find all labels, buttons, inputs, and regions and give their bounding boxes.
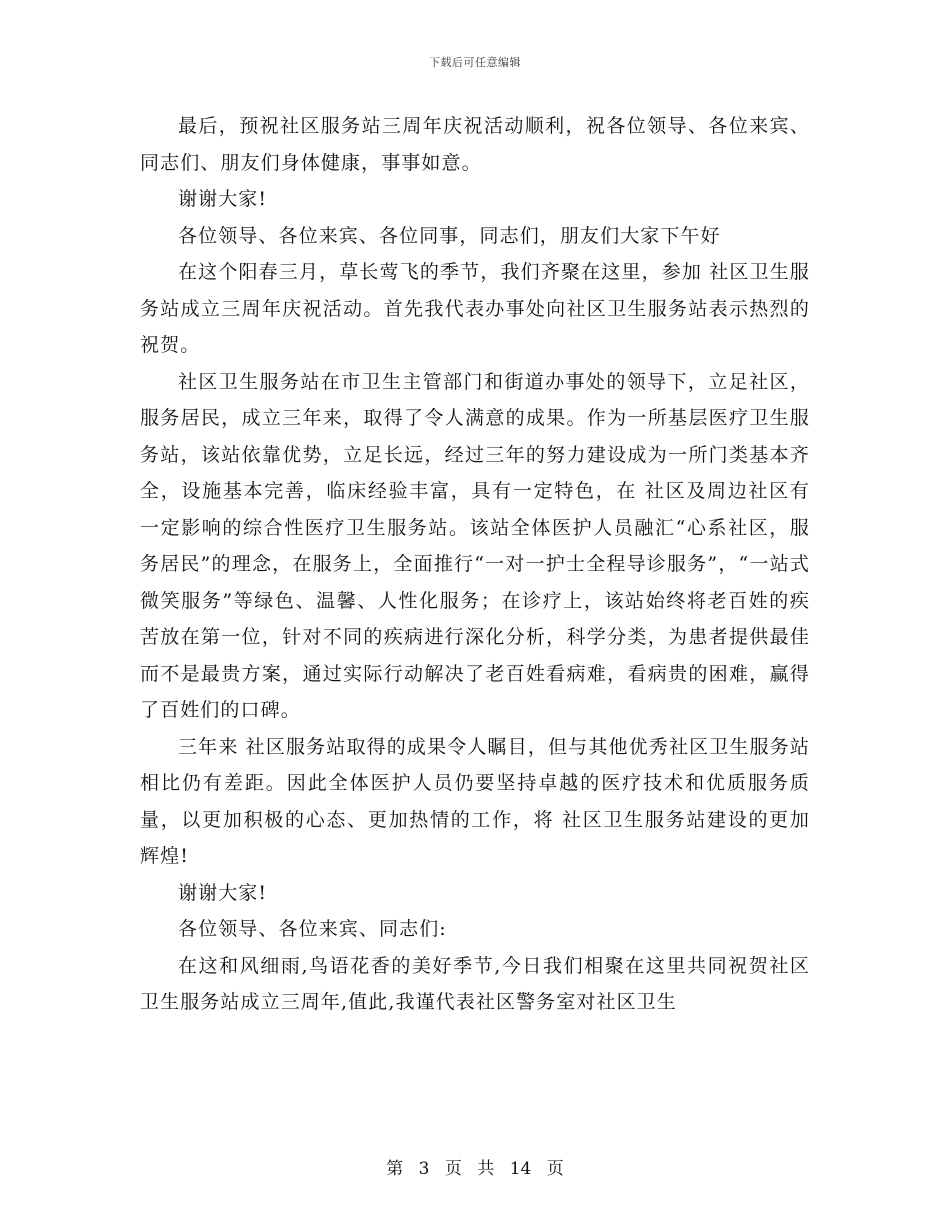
page-header-note: 下载后可任意编辑 xyxy=(429,56,521,69)
footer-page-label: 第 xyxy=(386,1159,404,1179)
paragraph-greeting-1: 各位领导、各位来宾、各位同事，同志们，朋友们大家下午好 xyxy=(178,224,721,247)
paragraph-closing-wishes: 最后，预祝社区服务站三周年庆祝活动顺利，祝各位领导、各位来宾、同志们、朋友们身体健康，事事如意。 xyxy=(140,115,810,174)
paragraph-police-speech: 在这和风细雨,鸟语花香的美好季节,今日我们相聚在这里共同祝贺社区卫生服务站成立三周年,值此,我谨代表社区警务室对社区卫生 xyxy=(140,954,810,1013)
paragraph-outlook: 三年来 社区服务站取得的成果令人瞩目，但与其他优秀社区卫生服务站相比仍有差距。因此全体医护人员仍要坚持卓越的医疗技术和优质服务质量，以更加积极的心态、更加热情的工作，将 社区卫生服务站建设的更加辉煌! xyxy=(140,735,810,867)
document-body xyxy=(140,108,810,1021)
paragraph-thanks-1: 谢谢大家! xyxy=(178,188,268,210)
page-footer xyxy=(0,1154,950,1179)
paragraph-thanks-2: 谢谢大家! xyxy=(178,881,268,904)
footer-total-unit: 页 xyxy=(546,1159,564,1179)
footer-total-label: 共 xyxy=(477,1159,495,1179)
paragraph-achievements: 社区卫生服务站在市卫生主管部门和街道办事处的领导下，立足社区，服务居民，成立三年来，取得了令人满意的成果。作为一所基层医疗卫生服务站，该站依靠优势，立足长远，经过三年的努力建设成为一所门类基本齐全，设施基本完善，临床经验丰富，具有一定特色，在 社区及周边社区有一定影响的综合性医疗卫生服务站。该站全体医护人员融汇“心系社区，服务居民”的理念，在服务上，全面推行“一对一护士全程导诊服务”，“一站式微笑服务”等绿色、温馨、人性化服务；在诊疗上，该站始终将老百姓的疾苦放在第一位，针对不同的疾病进行深化分析，科学分类，为患者提供最佳而不是最贵方案，通过实际行动解决了老百姓看病难，看病贵的困难，赢得了百姓们的口碑。 xyxy=(140,370,810,721)
paragraph-opening: 在这个阳春三月，草长莺飞的季节，我们齐聚在这里，参加 社区卫生服务站成立三周年庆祝活动。首先我代表办事处向社区卫生服务站表示热烈的祝贺。 xyxy=(140,261,810,356)
paragraph-greeting-2: 各位领导、各位来宾、同志们: xyxy=(178,918,447,940)
footer-page-unit: 页 xyxy=(444,1159,462,1179)
footer-total-pages: 14 xyxy=(509,1159,532,1179)
footer-current-page: 3 xyxy=(418,1159,430,1179)
